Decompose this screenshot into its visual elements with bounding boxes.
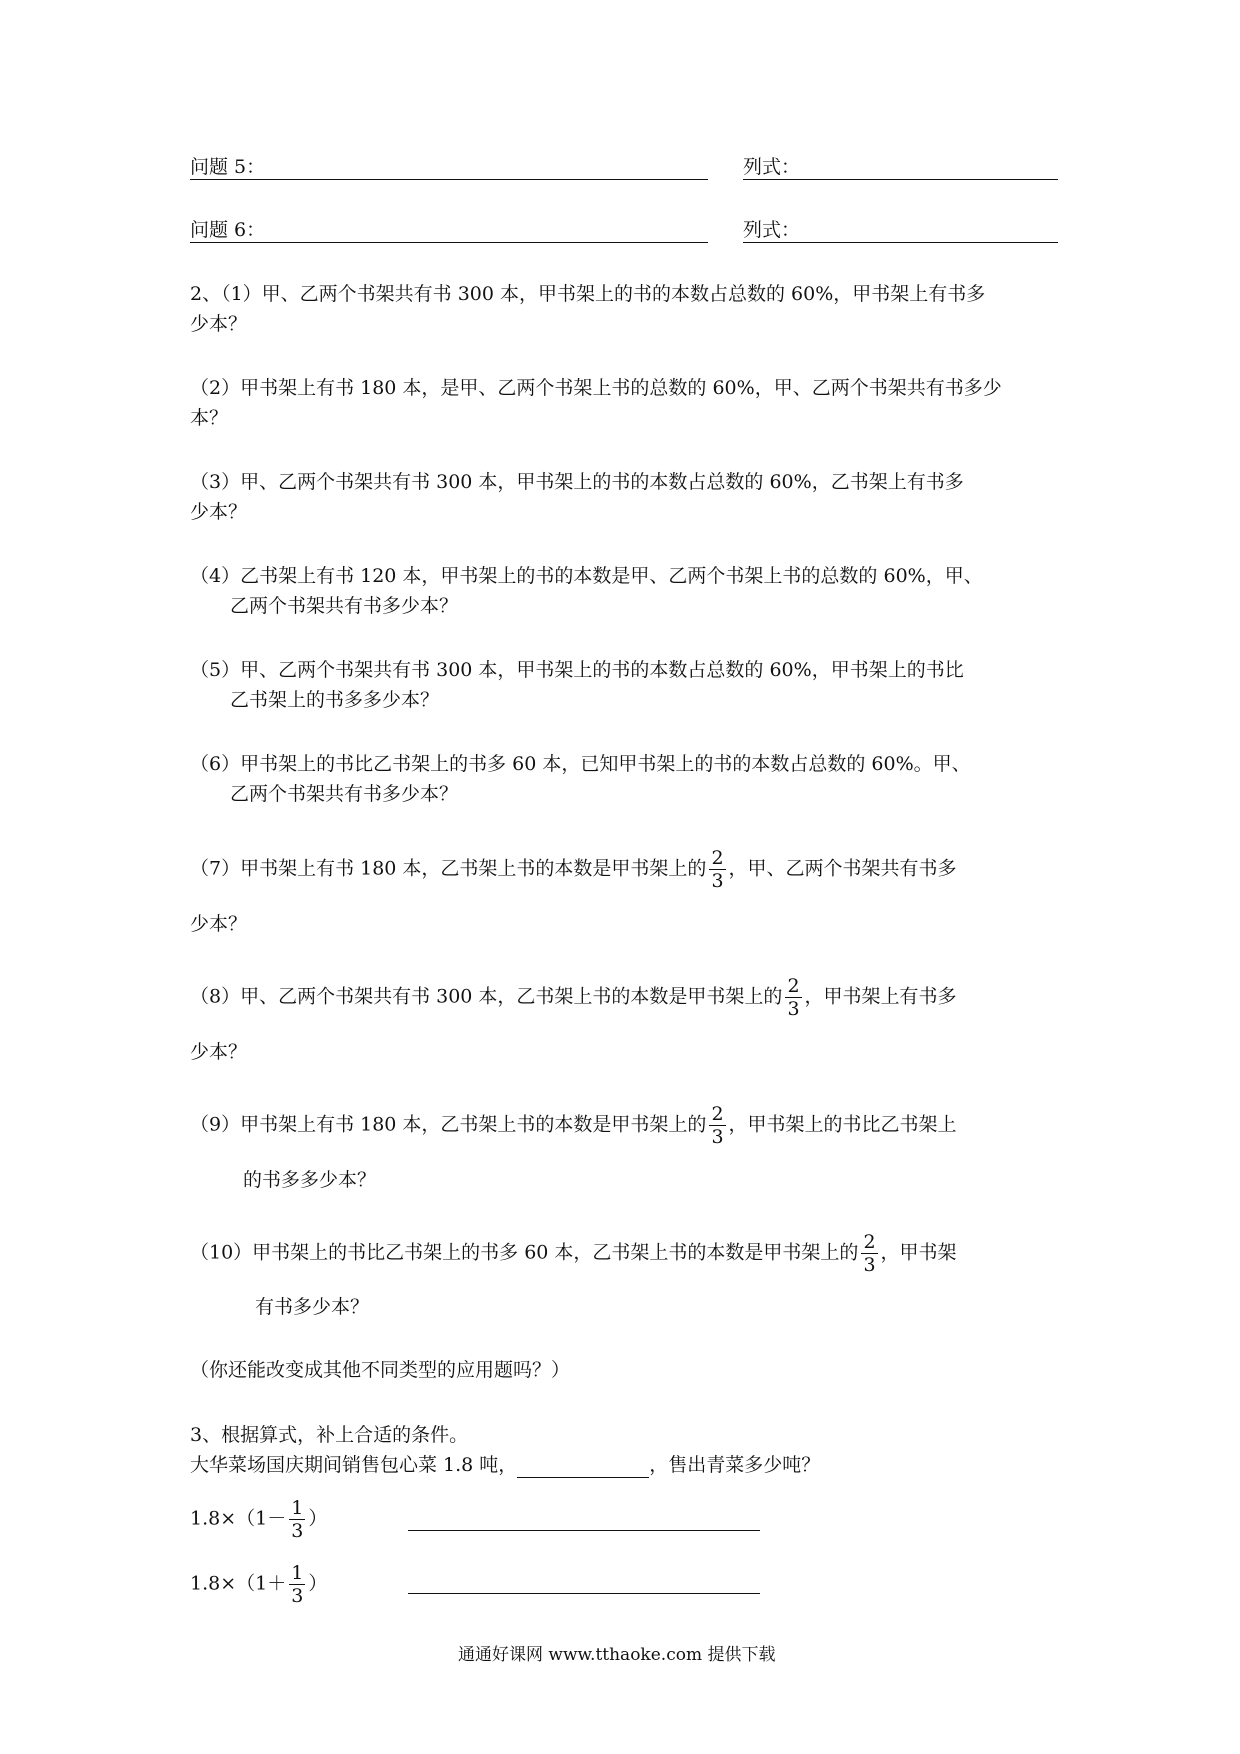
fraction-one-third [289, 1562, 305, 1607]
footer-download-credit: 通通好课网 www.tthaoke.com 提供下载 [458, 1645, 776, 1665]
fraction-numerator: 2 [711, 847, 724, 869]
formula-5-answer-line [743, 179, 1058, 180]
fraction-denominator: 3 [291, 1585, 304, 1607]
formula-1-answer-line[interactable] [408, 1530, 760, 1531]
fraction-denominator: 3 [291, 1520, 304, 1542]
fraction-numerator: 2 [711, 1103, 724, 1125]
q2-part5-line2: 乙书架上的书多多少本？ [230, 689, 440, 711]
formula-6-answer-line [743, 242, 1058, 243]
fraction-one-third [289, 1497, 305, 1542]
fraction-two-thirds [709, 847, 725, 892]
fraction-numerator: 1 [291, 1497, 304, 1519]
q2-part9-text-c: ，甲书架上的书比乙书架上 [728, 1113, 957, 1136]
q2-part1-line2: 少本？ [190, 313, 248, 335]
q2-part7-text-c: ，甲、乙两个书架共有书多 [728, 857, 957, 880]
q2-part9-text-a: （9）甲书架上有书 180 本，乙书架上书的本数是甲书架上的 [190, 1113, 707, 1136]
fraction-numerator: 2 [863, 1231, 876, 1253]
question-5-answer-line [190, 179, 708, 180]
q2-part10-line2: 有书多少本？ [255, 1296, 370, 1318]
q2-part8-line1 [190, 975, 957, 1020]
question-5-label: 问题 5： [190, 156, 266, 178]
q2-part9-line1 [190, 1103, 957, 1148]
formula-2-answer-line[interactable] [408, 1593, 760, 1594]
fraction-denominator: 3 [711, 1126, 724, 1148]
q2-part3-line2: 少本？ [190, 501, 248, 523]
q2-part9-line2: 的书多多少本？ [243, 1169, 377, 1191]
q2-part4-line2: 乙两个书架共有书多少本？ [230, 595, 459, 617]
q2-part3-line1: （3）甲、乙两个书架共有书 300 本，甲书架上的书的本数占总数的 60%，乙书架上有书多 [190, 471, 964, 493]
fraction-two-thirds [861, 1231, 877, 1276]
q3-formula-2 [190, 1562, 327, 1607]
q3-formula-1-text-a: 1.8×（1－ [190, 1507, 287, 1530]
fraction-two-thirds [709, 1103, 725, 1148]
fraction-numerator: 1 [291, 1562, 304, 1584]
q2-part10-text-c: ，甲书架 [880, 1241, 957, 1264]
q2-part1-line1: 2、（1）甲、乙两个书架共有书 300 本，甲书架上的书的本数占总数的 60%，甲书架上有书多 [190, 283, 986, 305]
q2-part7-text-a: （7）甲书架上有书 180 本，乙书架上书的本数是甲书架上的 [190, 857, 707, 880]
condition-blank[interactable] [517, 1457, 649, 1478]
q3-stem [190, 1452, 820, 1478]
q3-stem-text-b: ，售出青菜多少吨？ [649, 1454, 821, 1476]
fraction-two-thirds [785, 975, 801, 1020]
q2-extra-prompt: （你还能改变成其他不同类型的应用题吗？） [190, 1359, 571, 1381]
q2-part8-text-a: （8）甲、乙两个书架共有书 300 本，乙书架上书的本数是甲书架上的 [190, 985, 783, 1008]
q3-title: 3、根据算式，补上合适的条件。 [190, 1424, 469, 1446]
q2-part5-line1: （5）甲、乙两个书架共有书 300 本，甲书架上的书的本数占总数的 60%，甲书架上的书比 [190, 659, 964, 681]
q2-part7-line1 [190, 847, 957, 892]
q2-part10-text-a: （10）甲书架上的书比乙书架上的书多 60 本，乙书架上书的本数是甲书架上的 [190, 1241, 859, 1264]
q2-part4-line1: （4）乙书架上有书 120 本，甲书架上的书的本数是甲、乙两个书架上书的总数的 60%，甲、 [190, 565, 983, 587]
q3-formula-2-text-b: ） [308, 1572, 328, 1595]
question-6-label: 问题 6： [190, 219, 266, 241]
formula-5-label: 列式： [743, 156, 801, 178]
q2-part7-line2: 少本？ [190, 913, 248, 935]
q3-stem-text-a: 大华菜场国庆期间销售包心菜 1.8 吨， [190, 1454, 518, 1476]
fraction-denominator: 3 [711, 870, 724, 892]
q3-formula-2-text-a: 1.8×（1＋ [190, 1572, 287, 1595]
question-6-answer-line [190, 242, 708, 243]
fraction-denominator: 3 [787, 998, 800, 1020]
q2-part2-line2: 本？ [190, 407, 229, 429]
q2-part8-line2: 少本？ [190, 1041, 248, 1063]
formula-6-label: 列式： [743, 219, 801, 241]
fraction-denominator: 3 [863, 1254, 876, 1276]
q2-part6-line2: 乙两个书架共有书多少本？ [230, 783, 459, 805]
q2-part2-line1: （2）甲书架上有书 180 本，是甲、乙两个书架上书的总数的 60%，甲、乙两个书架共有书多少 [190, 377, 1002, 399]
fraction-numerator: 2 [787, 975, 800, 997]
q3-formula-1-text-b: ） [308, 1507, 328, 1530]
q2-part10-line1 [190, 1231, 957, 1276]
q2-part6-line1: （6）甲书架上的书比乙书架上的书多 60 本，已知甲书架上的书的本数占总数的 60%。甲、 [190, 753, 971, 775]
q2-part8-text-c: ，甲书架上有书多 [804, 985, 957, 1008]
q3-formula-1 [190, 1497, 327, 1542]
